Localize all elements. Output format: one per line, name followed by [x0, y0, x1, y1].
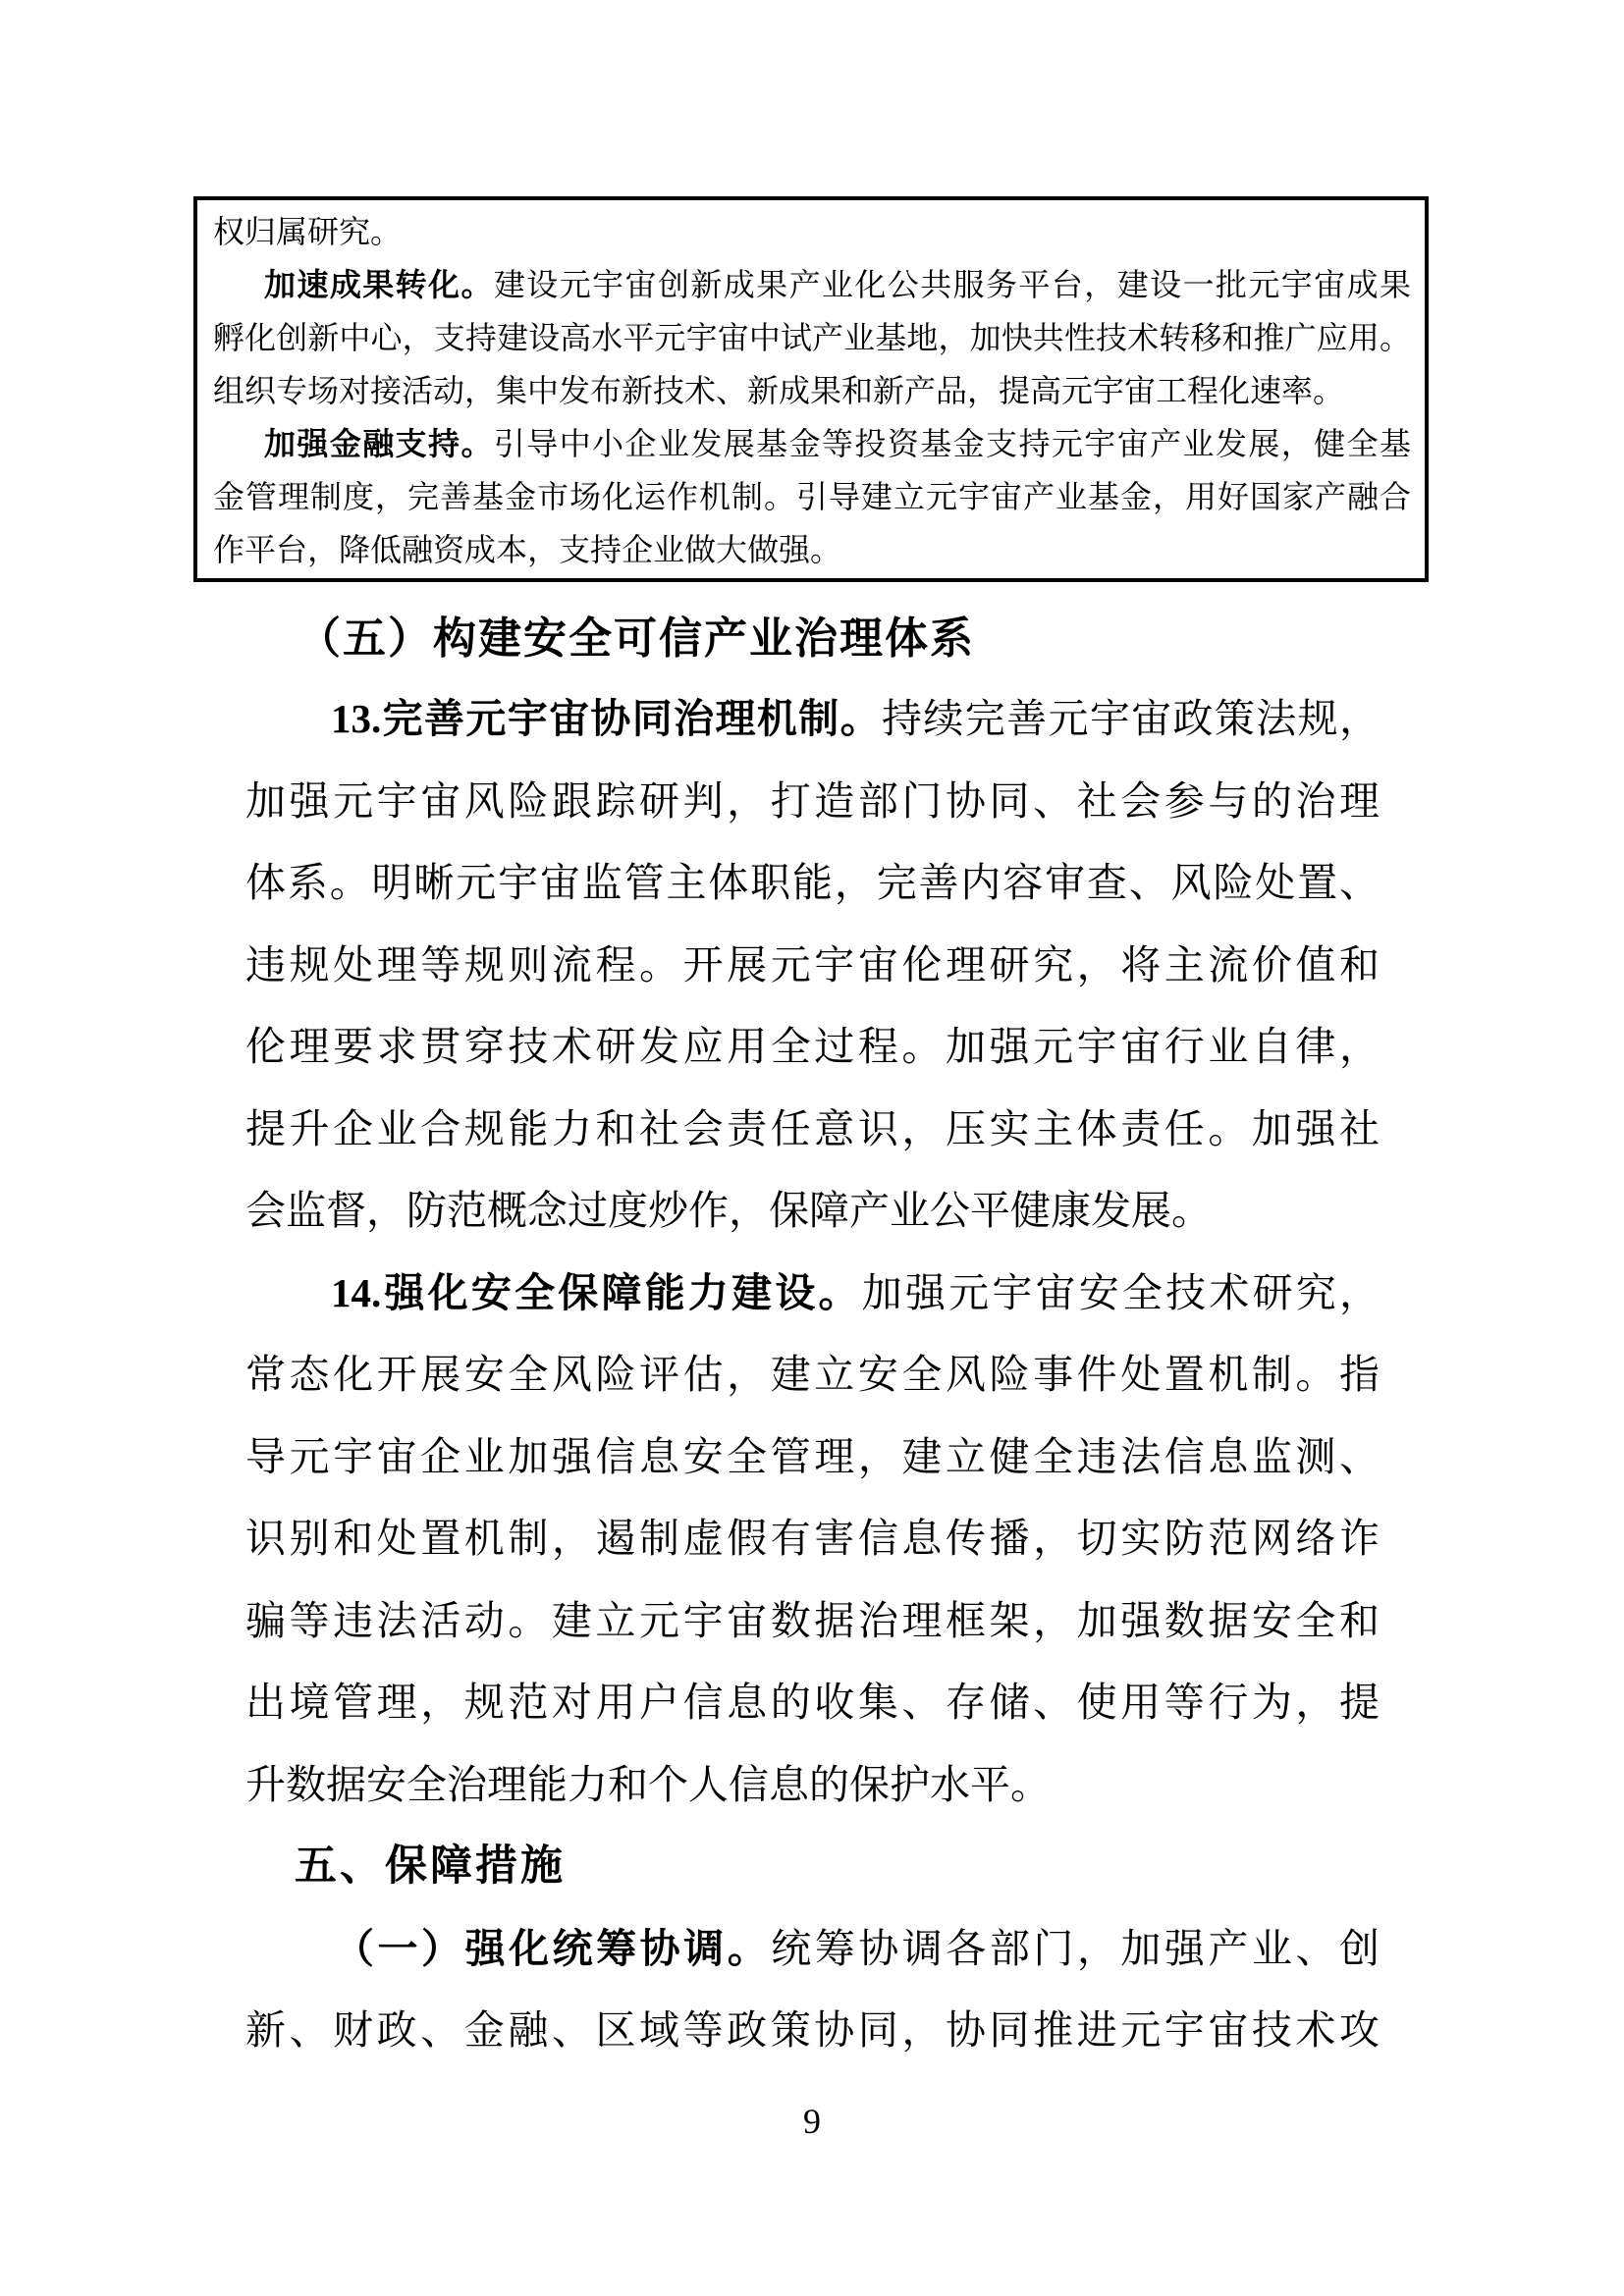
para13-text: 持续完善元宇宙政策法规， [882, 696, 1380, 741]
box-line-text: 作平台，降低融资成本，支持企业做大做强。 [213, 532, 842, 567]
chapter-heading-text: 五、保障措施 [295, 1842, 566, 1890]
para13-text: 加强元宇宙风险跟踪研判，打造部门协同、社会参与的治理 [245, 777, 1380, 824]
para14-line [245, 1334, 1380, 1416]
box-line-text: 引导中小企业发展基金等投资基金支持元宇宙产业发展，健全基 [493, 426, 1411, 461]
para13-text: 伦理要求贯穿技术研发应用全过程。加强元宇宙行业自律， [245, 1024, 1380, 1069]
box-line [213, 470, 1411, 523]
box-line-text: 孵化创新中心，支持建设高水平元宇宙中试产业基地，加快共性技术转移和推广应用。 [213, 320, 1411, 355]
para14-text: 导元宇宙企业加强信息安全管理，建立健全违法信息监测、 [245, 1433, 1380, 1479]
para14-line [245, 1580, 1380, 1663]
para13-line [245, 1170, 1380, 1253]
box-line-text: 金管理制度，完善基金市场化运作机制。引导建立元宇宙产业基金，用好国家产融合 [213, 479, 1411, 514]
para-one-text: 统筹协调各部门，加强产业、创 [771, 1925, 1380, 1971]
para13-line [245, 678, 1380, 761]
para14-text: 识别和处置机制，遏制虚假有害信息传播，切实防范网络诈 [245, 1516, 1380, 1561]
para-one-line [245, 1990, 1380, 2072]
box-line-bold: 加强金融支持。 [264, 426, 494, 461]
para13-line [245, 842, 1380, 925]
para13-line [245, 1089, 1380, 1171]
chapter-heading-five [245, 1826, 1380, 1908]
para13-text: 体系。明晰元宇宙监管主体职能，完善内容审查、风险处置、 [245, 860, 1380, 905]
para13-text: 违规处理等规则流程。开展元宇宙伦理研究，将主流价值和 [245, 941, 1380, 988]
box-line [213, 523, 1411, 576]
para14-line [245, 1498, 1380, 1580]
para13-text: 会监督，防范概念过度炒作，保障产业公平健康发展。 [245, 1188, 1212, 1233]
para13-text: 提升企业合规能力和社会责任意识，压实主体责任。加强社 [245, 1105, 1380, 1151]
para13-lead-bold: 13.完善元宇宙协同治理机制。 [331, 696, 882, 741]
para14-line [245, 1744, 1380, 1827]
para14-text: 出境管理，规范对用户信息的收集、存储、使用等行为，提 [245, 1680, 1380, 1725]
excerpt-box [193, 196, 1429, 582]
box-line [213, 205, 1411, 258]
para14-text: 常态化开展安全风险评估，建立安全风险事件处置机制。指 [245, 1352, 1380, 1397]
para14-text: 加强元宇宙安全技术研究， [861, 1269, 1380, 1315]
para-one-text: 新、财政、金融、区域等政策协同，协同推进元宇宙技术攻 [245, 2007, 1380, 2053]
para13-line [245, 761, 1380, 843]
box-line-bold: 加速成果转化。 [264, 267, 494, 302]
box-line-text: 建设元宇宙创新成果产业化公共服务平台，建设一批元宇宙成果 [493, 267, 1411, 302]
para14-line [245, 1416, 1380, 1499]
para13-line [245, 925, 1380, 1007]
para14-lead-bold: 14.强化安全保障能力建设。 [331, 1269, 862, 1315]
box-line [213, 311, 1411, 364]
para14-line [245, 1662, 1380, 1744]
box-line [213, 417, 1411, 470]
para14-line [245, 1253, 1380, 1335]
para13-line [245, 1006, 1380, 1089]
para-one-line [245, 1908, 1380, 1991]
box-line-text: 权归属研究。 [213, 214, 403, 249]
box-line [213, 258, 1411, 311]
box-line-text: 组织专场对接活动，集中发布新技术、新成果和新产品，提高元宇宙工程化速率。 [213, 373, 1345, 408]
page-number: 9 [803, 2102, 821, 2141]
para14-text: 骗等违法活动。建立元宇宙数据治理框架，加强数据安全和 [245, 1597, 1380, 1643]
section-heading-five: （五）构建安全可信产业治理体系 [298, 614, 975, 663]
box-line [213, 364, 1411, 417]
para-one-lead-bold: （一）强化统筹协调。 [334, 1925, 772, 1971]
body-text [245, 678, 1380, 2072]
para14-text: 升数据安全治理能力和个人信息的保护水平。 [245, 1761, 1051, 1807]
